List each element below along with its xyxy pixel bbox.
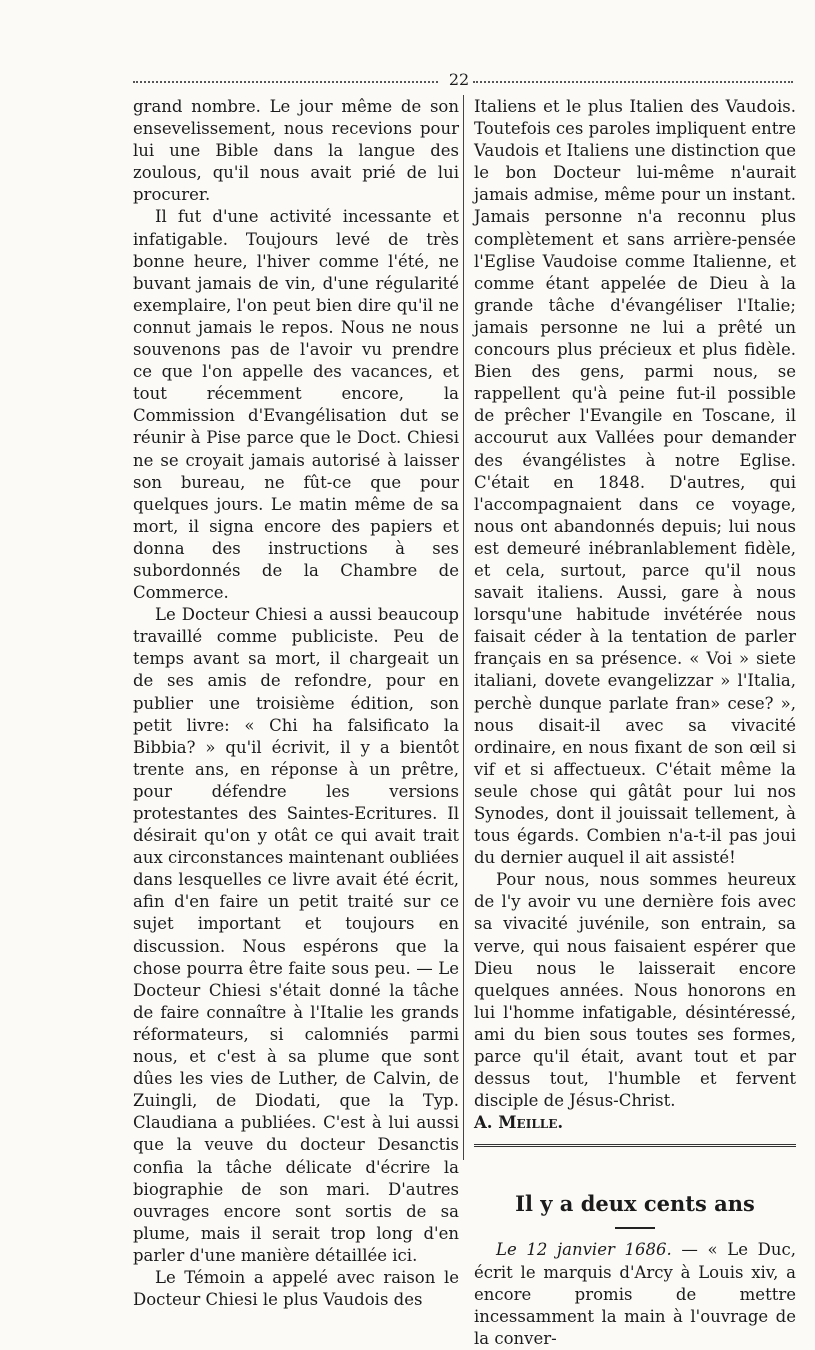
left-paragraph-1: grand nombre. Le jour même de son ensevelissement, nous recevions pour lui une Bible dans la langue des zoulous, qu'il nous avait prié de lui procurer. [133, 97, 459, 205]
title-dash [615, 1227, 655, 1229]
header-rule-right [473, 81, 793, 83]
right-paragraph-1: Italiens et le plus Italien des Vaudois. Toutefois ces paroles impliquent entre Vaudois et Italiens une distinction que le bon Docteur lui-même n'aurait jamais admise, même pour un instant. Jamais personne n'a reconnu plus complètement et sans arrière-pensée l'Eglise Vaudoise comme Italienne, et comme étant appelée de Dieu à la grande tâche d'évangéliser l'Italie; jamais personne ne lui a prêté un concours plus précieux et plus fidèle. Bien des gens, parmi nous, se rappellent qu'à peine fut-il possible de prêcher l'Evangile en Toscane, il accourut aux Vallées pour demander des évangélistes à notre Eglise. C'était en 1848. D'autres, qui l'accompagnaient dans ce voyage, nous ont abandonnés depuis; lui nous est demeuré inébranlablement fidèle, et cela, surtout, parce qu'il nous savait italiens. Aussi, gare à nous lorsqu'une habitude invétérée nous faisait céder à la tentation de parler français en sa présence. « Voi » siete italiani, dovete evangelizzar » l'Italia, perchè dunque parlate fran» cese? », nous disait-il avec sa vivacité ordinaire, en nous fixant de son œil si vif et si affectueux. C'était même la seule chose qui gâtât pour lui nos Synodes, dont il jouissait tellement, à tous égards. Combien n'a-t-il pas joui du dernier auquel il ait assisté! [474, 97, 796, 868]
right-column [474, 96, 796, 1350]
section-paragraph [474, 1239, 796, 1349]
right-paragraph-2: Pour nous, nous sommes heureux de l'y avoir vu une dernière fois avec sa vivacité juvénile, son entrain, sa verve, qui nous faisaient espérer que Dieu nous le laisserait encore quelques années. Nous honorons en lui l'homme infatigable, désintéressé, ami du bien sous toutes ses formes, parce qu'il était, avant tout et par dessus tout, l'humble et fervent disciple de Jésus-Christ. [474, 870, 796, 1111]
signature [474, 1112, 796, 1134]
left-paragraph-2: Il fut d'une activité incessante et infatigable. Toujours levé de très bonne heure, l'hiver comme l'été, ne buvant jamais de vin, d'une régularité exemplaire, l'on peut bien dire qu'il ne connut jamais le repos. Nous ne nous souvenons pas de l'avoir vu prendre ce que l'on appelle des vacances, et tout récemment encore, la Commission d'Evangélisation dut se réunir à Pise parce que le Doct. Chiesi ne se croyait jamais autorisé à laisser son bureau, ne fût-ce que pour quelques jours. Le matin même de sa mort, il signa encore des papiers et donna des instructions à ses subordonnés de la Chambre de Commerce. [133, 207, 459, 603]
signature-author: A. Meille. [474, 1113, 564, 1133]
page-number: 22 [448, 70, 470, 89]
page-header [133, 68, 793, 92]
column-divider [463, 95, 464, 1160]
left-paragraph-3: Le Docteur Chiesi a aussi beaucoup travaillé comme publiciste. Peu de temps avant sa mort, il chargeait un de ses amis de refondre, pour en publier une troisième édition, son petit livre: « Chi ha falsificato la Bibbia? » qu'il écrivit, il y a bientôt trente ans, en réponse à un prêtre, pour défendre les versions protestantes des Saintes-Ecritures. Il désirait qu'on y otât ce qui avait trait aux circonstances maintenant oubliées dans lesquelles ce livre avait été écrit, afin d'en faire un petit traité sur ce sujet important et toujours en discussion. Nous espérons que la chose pourra être faite sous peu. — Le Docteur Chiesi s'était donné la tâche de faire connaître à l'Italie les grands réformateurs, si calomniés parmi nous, et c'est à sa plume que sont dûes les vies de Luther, de Calvin, de Zuingli, de Diodati, que la Typ. Claudiana a publiées. C'est à lui aussi que la veuve du docteur Desanctis confia la tâche délicate d'écrire la biographie de son mari. D'autres ouvrages encore sont sortis de sa plume, mais il serait trop long d'en parler d'une manière détaillée ici. [133, 605, 459, 1265]
section-text: — « Le Duc, écrit le marquis d'Arcy à Louis xiv, a encore promis de mettre incessamment la main à l'ouvrage de la conver- [474, 1240, 796, 1348]
left-column [133, 96, 459, 1311]
section-separator [474, 1144, 796, 1147]
left-paragraph-4: Le Témoin a appelé avec raison le Docteur Chiesi le plus Vaudois des [133, 1267, 459, 1310]
header-rule-left [133, 81, 438, 83]
section-title: Il y a deux cents ans [515, 1191, 755, 1217]
section-date: Le 12 janvier 1686. [496, 1240, 672, 1260]
